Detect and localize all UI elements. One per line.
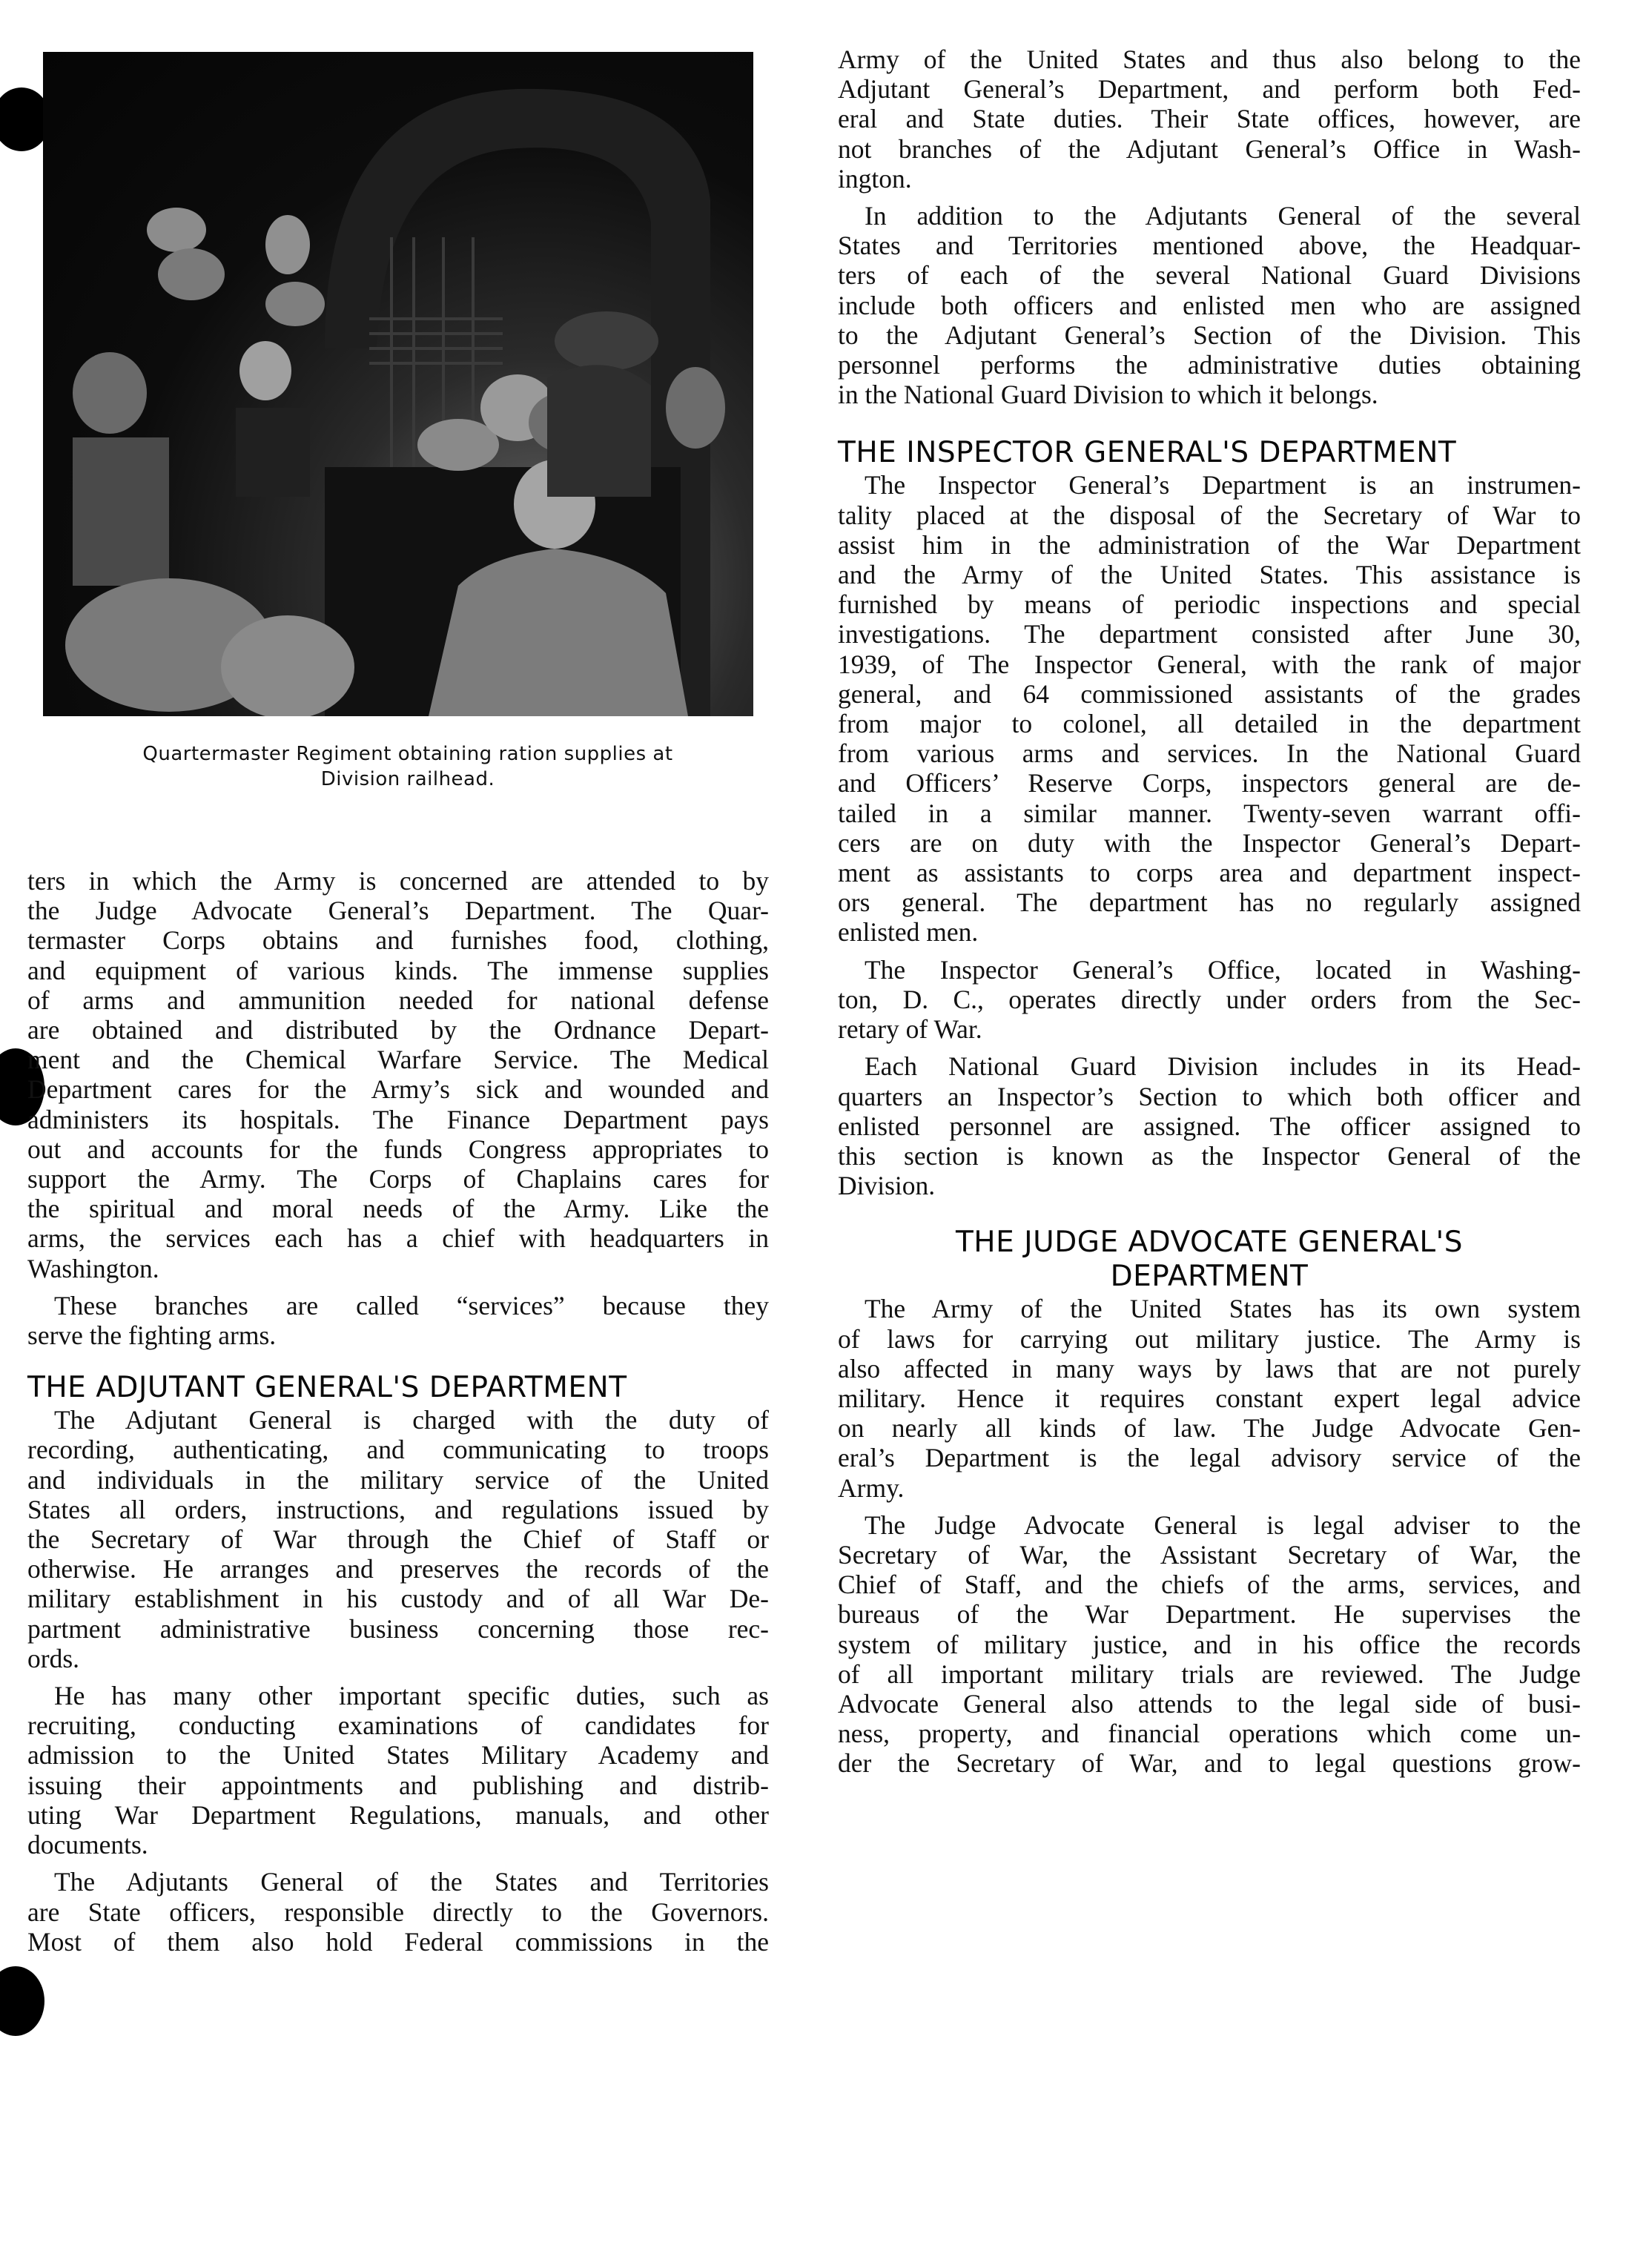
- text-line: investigations. The department consisted after June 30,: [838, 619, 1581, 649]
- judge-advocate-paragraph-2: [838, 1510, 1581, 1779]
- heading-line: THE JUDGE ADVOCATE GENERAL'S: [955, 1226, 1464, 1260]
- judge-advocate-paragraph-1: [838, 1294, 1581, 1502]
- text-line: are State officers, responsible directly to the Governors.: [27, 1897, 769, 1927]
- text-line: system of military justice, and in his office the records: [838, 1629, 1581, 1659]
- text-line: ington.: [838, 163, 912, 194]
- text-line: ment as assistants to corps area and department inspect-: [838, 858, 1581, 888]
- inspector-paragraph-2: [838, 955, 1581, 1045]
- text-line: recording, authenticating, and communicating to troops: [27, 1435, 769, 1465]
- text-line: personnel performs the administrative duties obtaining: [838, 350, 1581, 380]
- text-line: enlisted personnel are assigned. The officer assigned to: [838, 1111, 1581, 1141]
- text-line: eral and State duties. Their State offices, however, are: [838, 104, 1581, 134]
- text-line: assist him in the administration of the War Department: [838, 529, 1581, 560]
- text-line: otherwise. He arranges and preserves the records of the: [27, 1554, 769, 1584]
- text-line: ters in which the Army is concerned are attended to by: [27, 866, 769, 896]
- text-line: Chief of Staff, and the chiefs of the arms, services, and: [838, 1570, 1581, 1600]
- text-line: Army.: [838, 1472, 905, 1503]
- text-line: of all important military trials are reviewed. The Judge: [838, 1659, 1581, 1689]
- text-line: are obtained and distributed by the Ordnance Depart-: [27, 1015, 769, 1045]
- text-line: tailed in a similar manner. Twenty-seven warrant offi-: [838, 798, 1581, 828]
- text-line: Army of the United States and thus also belong to the: [838, 44, 1581, 74]
- text-line: of laws for carrying out military justice. The Army is: [838, 1323, 1581, 1354]
- text-line: arms, the services each has a chief with headquarters in: [27, 1223, 769, 1254]
- text-line: Advocate General also attends to the legal side of busi-: [838, 1688, 1581, 1719]
- text-line: not branches of the Adjutant General’s Office in Wash-: [838, 133, 1581, 164]
- heading-line: DEPARTMENT: [1110, 1260, 1309, 1294]
- text-line: the Judge Advocate General’s Department. The Quar-: [27, 896, 769, 926]
- caption-line: Quartermaster Regiment obtaining ration supplies at: [142, 743, 673, 765]
- text-line: The Inspector General’s Department is an instrumen-: [865, 470, 1581, 500]
- adjutant-paragraph-3: [27, 1867, 769, 1957]
- text-line: also affected in many ways by laws that are not purely: [838, 1353, 1581, 1383]
- text-line: ords.: [27, 1643, 80, 1673]
- text-line: issuing their appointments and publishing and distrib-: [27, 1770, 769, 1800]
- text-line: Secretary of War, the Assistant Secretary of War, the: [838, 1539, 1581, 1570]
- truck-loading-photo-icon: [43, 52, 753, 716]
- text-line: and the Army of the United States. This assistance is: [838, 560, 1581, 590]
- adjutant-paragraph-2: [27, 1681, 769, 1859]
- text-line: include both officers and enlisted men who are assigned: [838, 290, 1581, 320]
- text-line: military. Hence it requires constant expert legal advice: [838, 1383, 1581, 1413]
- text-line: general, and 64 commissioned assistants of the grades: [838, 678, 1581, 709]
- section-heading-adjutant-general: THE ADJUTANT GENERAL'S DEPARTMENT: [27, 1371, 627, 1405]
- text-line: termaster Corps obtains and furnishes food, clothing,: [27, 925, 769, 956]
- text-line: These branches are called “services” because they: [54, 1290, 769, 1320]
- text-line: to the Adjutant General’s Section of the Division. This: [838, 320, 1581, 350]
- text-line: admission to the United States Military Academy and: [27, 1740, 769, 1771]
- section-heading-inspector-general: THE INSPECTOR GENERAL'S DEPARTMENT: [838, 436, 1457, 470]
- text-line: Division.: [838, 1171, 936, 1201]
- adjutant-paragraph-1: [27, 1405, 769, 1673]
- section-heading-judge-advocate-general: [838, 1226, 1581, 1294]
- text-line: from major to colonel, all detailed in the department: [838, 709, 1581, 739]
- text-line: der the Secretary of War, and to legal questions grow-: [838, 1748, 1581, 1779]
- text-line: 1939, of The Inspector General, with the rank of major: [838, 649, 1581, 679]
- text-line: Washington.: [27, 1253, 159, 1283]
- text-line: uting War Department Regulations, manuals, and other: [27, 1799, 769, 1830]
- text-line: The Adjutant General is charged with the duty of: [54, 1405, 769, 1435]
- text-line: States all orders, instructions, and regulations issued by: [27, 1494, 769, 1524]
- adjutant-continued-paragraph: [838, 44, 1581, 194]
- photo-caption: [74, 741, 741, 792]
- text-line: Each National Guard Division includes in its Head-: [865, 1051, 1581, 1082]
- text-line: and Officers’ Reserve Corps, inspectors general are de-: [838, 768, 1581, 799]
- text-line: partment administrative business concerning those rec-: [27, 1613, 769, 1644]
- right-column: [838, 44, 1581, 1786]
- text-line: and individuals in the military service of the United: [27, 1464, 769, 1495]
- inspector-paragraph-3: [838, 1051, 1581, 1200]
- services-definition-paragraph: [27, 1291, 769, 1350]
- text-line: eral’s Department is the legal advisory service of the: [838, 1443, 1581, 1473]
- text-line: the Secretary of War through the Chief of Staff or: [27, 1524, 769, 1555]
- services-intro-paragraph: [27, 866, 769, 1283]
- text-line: The Army of the United States has its own system: [865, 1294, 1581, 1324]
- text-line: The Inspector General’s Office, located in Washing-: [865, 954, 1581, 985]
- text-line: ment and the Chemical Warfare Service. The Medical: [27, 1045, 769, 1075]
- photograph: [43, 52, 753, 716]
- text-line: ors general. The department has no regularly assigned: [838, 887, 1581, 918]
- text-line: the spiritual and moral needs of the Army. Like the: [27, 1194, 769, 1224]
- text-line: Adjutant General’s Department, and perform both Fed-: [838, 74, 1581, 105]
- text-line: on nearly all kinds of law. The Judge Advocate Gen-: [838, 1413, 1581, 1444]
- left-column: [27, 866, 769, 1964]
- text-line: and equipment of various kinds. The immense supplies: [27, 955, 769, 985]
- text-line: ters of each of the several National Guard Divisions: [838, 260, 1581, 291]
- text-line: quarters an Inspector’s Section to which both officer and: [838, 1081, 1581, 1111]
- text-line: States and Territories mentioned above, the Headquar-: [838, 231, 1581, 261]
- text-line: in the National Guard Division to which it belongs.: [838, 380, 1378, 410]
- text-line: support the Army. The Corps of Chaplains cares for: [27, 1164, 769, 1194]
- text-line: The Judge Advocate General is legal adviser to the: [865, 1510, 1581, 1540]
- text-line: ness, property, and financial operations which come un-: [838, 1719, 1581, 1749]
- text-line: enlisted men.: [838, 917, 979, 948]
- text-line: ton, D. C., operates directly under orders from the Sec-: [838, 984, 1581, 1014]
- text-line: The Adjutants General of the States and Territories: [54, 1867, 769, 1897]
- text-line: retary of War.: [838, 1014, 982, 1045]
- text-line: tality placed at the disposal of the Secretary of War to: [838, 500, 1581, 530]
- text-line: recruiting, conducting examinations of candidates for: [27, 1710, 769, 1741]
- text-line: of arms and ammunition needed for national defense: [27, 985, 769, 1015]
- text-line: administers its hospitals. The Finance Department pays: [27, 1104, 769, 1134]
- text-line: serve the fighting arms.: [27, 1320, 277, 1351]
- punch-hole-bottom: [0, 1966, 44, 2036]
- text-line: He has many other important specific duties, such as: [54, 1681, 769, 1711]
- caption-line: Division railhead.: [320, 768, 495, 790]
- text-line: out and accounts for the funds Congress appropriates to: [27, 1134, 769, 1164]
- text-line: documents.: [27, 1830, 148, 1860]
- headquarters-paragraph: [838, 201, 1581, 409]
- text-line: bureaus of the War Department. He supervises the: [838, 1599, 1581, 1630]
- text-line: military establishment in his custody and of all War De-: [27, 1584, 769, 1614]
- text-line: this section is known as the Inspector General of the: [838, 1140, 1581, 1171]
- text-line: from various arms and services. In the National Guard: [838, 738, 1581, 769]
- text-line: cers are on duty with the Inspector General’s Depart-: [838, 827, 1581, 858]
- text-line: Most of them also hold Federal commissions in the: [27, 1926, 769, 1957]
- inspector-paragraph-1: [838, 470, 1581, 947]
- text-line: Department cares for the Army’s sick and wounded and: [27, 1074, 769, 1105]
- text-line: In addition to the Adjutants General of the several: [865, 201, 1581, 231]
- text-line: furnished by means of periodic inspections and special: [838, 589, 1581, 620]
